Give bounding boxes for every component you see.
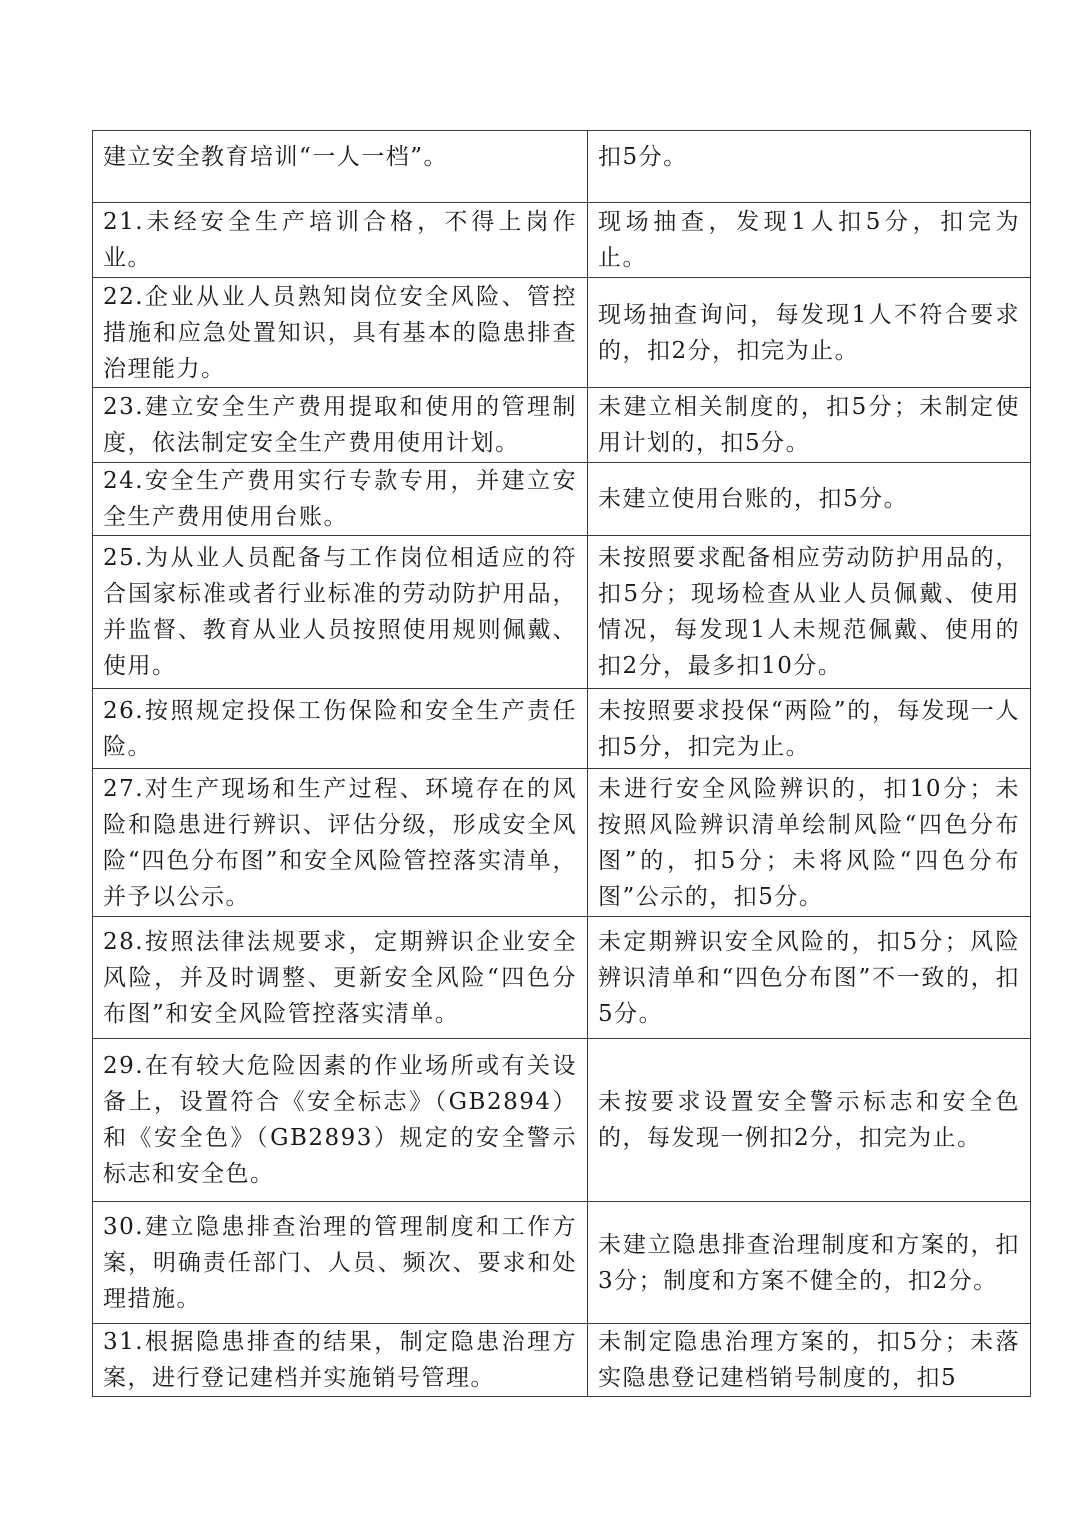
- standard-cell: 未建立使用台账的，扣5分。: [588, 463, 1031, 536]
- standard-cell: 未进行安全风险辨识的，扣10分；未按照风险辨识清单绘制风险“四色分布图”的，扣5分；未将风险“四色分布图”公示的，扣5分。: [588, 769, 1031, 917]
- table-row: [93, 917, 1031, 1039]
- requirement-cell: 29.在有较大危险因素的作业场所或有关设备上，设置符合《安全标志》（GB2894）和《安全色》（GB2893）规定的安全警示标志和安全色。: [93, 1039, 588, 1202]
- standard-cell: 未按要求设置安全警示标志和安全色的，每发现一例扣2分，扣完为止。: [588, 1039, 1031, 1202]
- standard-cell: 未按照要求投保“两险”的，每发现一人扣5分，扣完为止。: [588, 689, 1031, 769]
- standard-cell: 未建立隐患排查治理制度和方案的，扣3分；制度和方案不健全的，扣2分。: [588, 1202, 1031, 1324]
- table-row: [93, 278, 1031, 388]
- requirement-cell: 21.未经安全生产培训合格，不得上岗作业。: [93, 203, 588, 278]
- requirement-cell: 28.按照法律法规要求，定期辨识企业安全风险，并及时调整、更新安全风险“四色分布图”和安全风险管控落实清单。: [93, 917, 588, 1039]
- standard-cell: 现场抽查，发现1人扣5分，扣完为止。: [588, 203, 1031, 278]
- requirement-cell: 31.根据隐患排查的结果，制定隐患治理方案，进行登记建档并实施销号管理。: [93, 1324, 588, 1397]
- table-row: [93, 1039, 1031, 1202]
- table-row: [93, 536, 1031, 689]
- requirement-cell: 建立安全教育培训“一人一档”。: [93, 131, 588, 203]
- requirement-cell: 30.建立隐患排查治理的管理制度和工作方案，明确责任部门、人员、频次、要求和处理措施。: [93, 1202, 588, 1324]
- requirement-cell: 25.为从业人员配备与工作岗位相适应的符合国家标准或者行业标准的劳动防护用品，并监督、教育从业人员按照使用规则佩戴、使用。: [93, 536, 588, 689]
- standard-cell: 未按照要求配备相应劳动防护用品的，扣5分；现场检查从业人员佩戴、使用情况，每发现1人未规范佩戴、使用的扣2分，最多扣10分。: [588, 536, 1031, 689]
- standards-table: [92, 130, 1031, 1397]
- table-row: [93, 131, 1031, 203]
- table-row: [93, 203, 1031, 278]
- standard-cell: 现场抽查询问，每发现1人不符合要求的，扣2分，扣完为止。: [588, 278, 1031, 388]
- requirement-cell: 24.安全生产费用实行专款专用，并建立安全生产费用使用台账。: [93, 463, 588, 536]
- table-row: [93, 1202, 1031, 1324]
- standard-cell: 未定期辨识安全风险的，扣5分；风险辨识清单和“四色分布图”不一致的，扣5分。: [588, 917, 1031, 1039]
- table-row: [93, 769, 1031, 917]
- table-row: [93, 689, 1031, 769]
- standard-cell: 扣5分。: [588, 131, 1031, 203]
- requirement-cell: 26.按照规定投保工伤保险和安全生产责任险。: [93, 689, 588, 769]
- requirement-cell: 23.建立安全生产费用提取和使用的管理制度，依法制定安全生产费用使用计划。: [93, 388, 588, 463]
- standard-cell: 未制定隐患治理方案的，扣5分；未落实隐患登记建档销号制度的，扣5: [588, 1324, 1031, 1397]
- requirement-cell: 22.企业从业人员熟知岗位安全风险、管控措施和应急处置知识，具有基本的隐患排查治理能力。: [93, 278, 588, 388]
- table-row: [93, 1324, 1031, 1397]
- table-row: [93, 388, 1031, 463]
- requirement-cell: 27.对生产现场和生产过程、环境存在的风险和隐患进行辨识、评估分级，形成安全风险“四色分布图”和安全风险管控落实清单，并予以公示。: [93, 769, 588, 917]
- table-row: [93, 463, 1031, 536]
- standard-cell: 未建立相关制度的，扣5分；未制定使用计划的，扣5分。: [588, 388, 1031, 463]
